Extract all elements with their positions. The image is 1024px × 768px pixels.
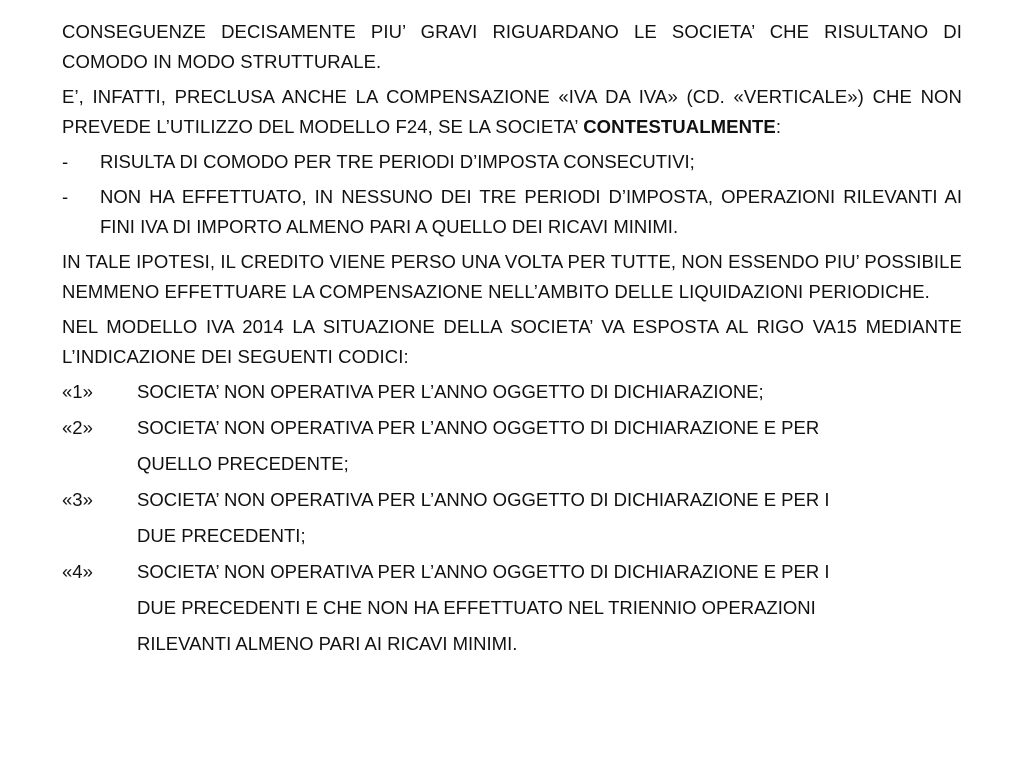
paragraph-compensation (62, 82, 962, 142)
bullet-dash: - (62, 186, 69, 207)
code-label: «2» (62, 417, 93, 438)
code-text: SOCIETA’ NON OPERATIVA PER L’ANNO OGGETTO DI DICHIARAZIONE E PER I (137, 489, 830, 510)
code-text: SOCIETA’ NON OPERATIVA PER L’ANNO OGGETTO DI DICHIARAZIONE; (137, 381, 764, 402)
code-continuation: DUE PRECEDENTI; (137, 525, 306, 546)
code-label: «1» (62, 381, 93, 402)
paragraph-intro: CONSEGUENZE DECISAMENTE PIU’ GRAVI RIGUARDANO LE SOCIETA’ CHE RISULTANO DI COMODO IN MODO STRUTTURALE. (62, 21, 962, 72)
code-continuation: RILEVANTI ALMENO PARI AI RICAVI MINIMI. (137, 633, 518, 654)
bullet-text: RISULTA DI COMODO PER TRE PERIODI D’IMPOSTA CONSECUTIVI; (100, 151, 695, 172)
code-text: SOCIETA’ NON OPERATIVA PER L’ANNO OGGETTO DI DICHIARAZIONE E PER I (137, 561, 830, 582)
bullet-item (62, 182, 962, 242)
code-continuation: DUE PRECEDENTI E CHE NON HA EFFETTUATO NEL TRIENNIO OPERAZIONI (137, 597, 816, 618)
paragraph-compensation-colon: : (775, 116, 782, 137)
bullet-item (62, 147, 962, 177)
code-label: «3» (62, 489, 93, 510)
bullet-dash: - (62, 151, 69, 172)
code-label: «4» (62, 561, 93, 582)
code-item (62, 413, 962, 443)
code-item (62, 377, 962, 407)
code-continuation: QUELLO PRECEDENTE; (137, 453, 349, 474)
paragraph-compensation-text: E’, INFATTI, PRECLUSA ANCHE LA COMPENSAZIONE «IVA DA IVA» (CD. «VERTICALE») CHE NON PREVEDE L’UTILIZZO DEL MODELLO F24, SE LA SOCIETA’ (62, 86, 962, 137)
code-item (62, 485, 962, 515)
bullet-text: NON HA EFFETTUATO, IN NESSUNO DEI TRE PERIODI D’IMPOSTA, OPERAZIONI RILEVANTI AI FINI IVA DI IMPORTO ALMENO PARI A QUELLO DEI RICAVI MINIMI. (100, 186, 962, 237)
paragraph-modello-iva: NEL MODELLO IVA 2014 LA SITUAZIONE DELLA SOCIETA’ VA ESPOSTA AL RIGO VA15 MEDIANTE L’INDICAZIONE DEI SEGUENTI CODICI: (62, 316, 962, 367)
emphasis-contestualmente: CONTESTUALMENTE (583, 116, 776, 137)
paragraph-credit-lost: IN TALE IPOTESI, IL CREDITO VIENE PERSO UNA VOLTA PER TUTTE, NON ESSENDO PIU’ POSSIBILE NEMMENO EFFETTUARE LA COMPENSAZIONE NELL’AMBITO DELLE LIQUIDAZIONI PERIODICHE. (62, 251, 962, 302)
code-text: SOCIETA’ NON OPERATIVA PER L’ANNO OGGETTO DI DICHIARAZIONE E PER (137, 417, 820, 438)
code-item (62, 557, 962, 587)
